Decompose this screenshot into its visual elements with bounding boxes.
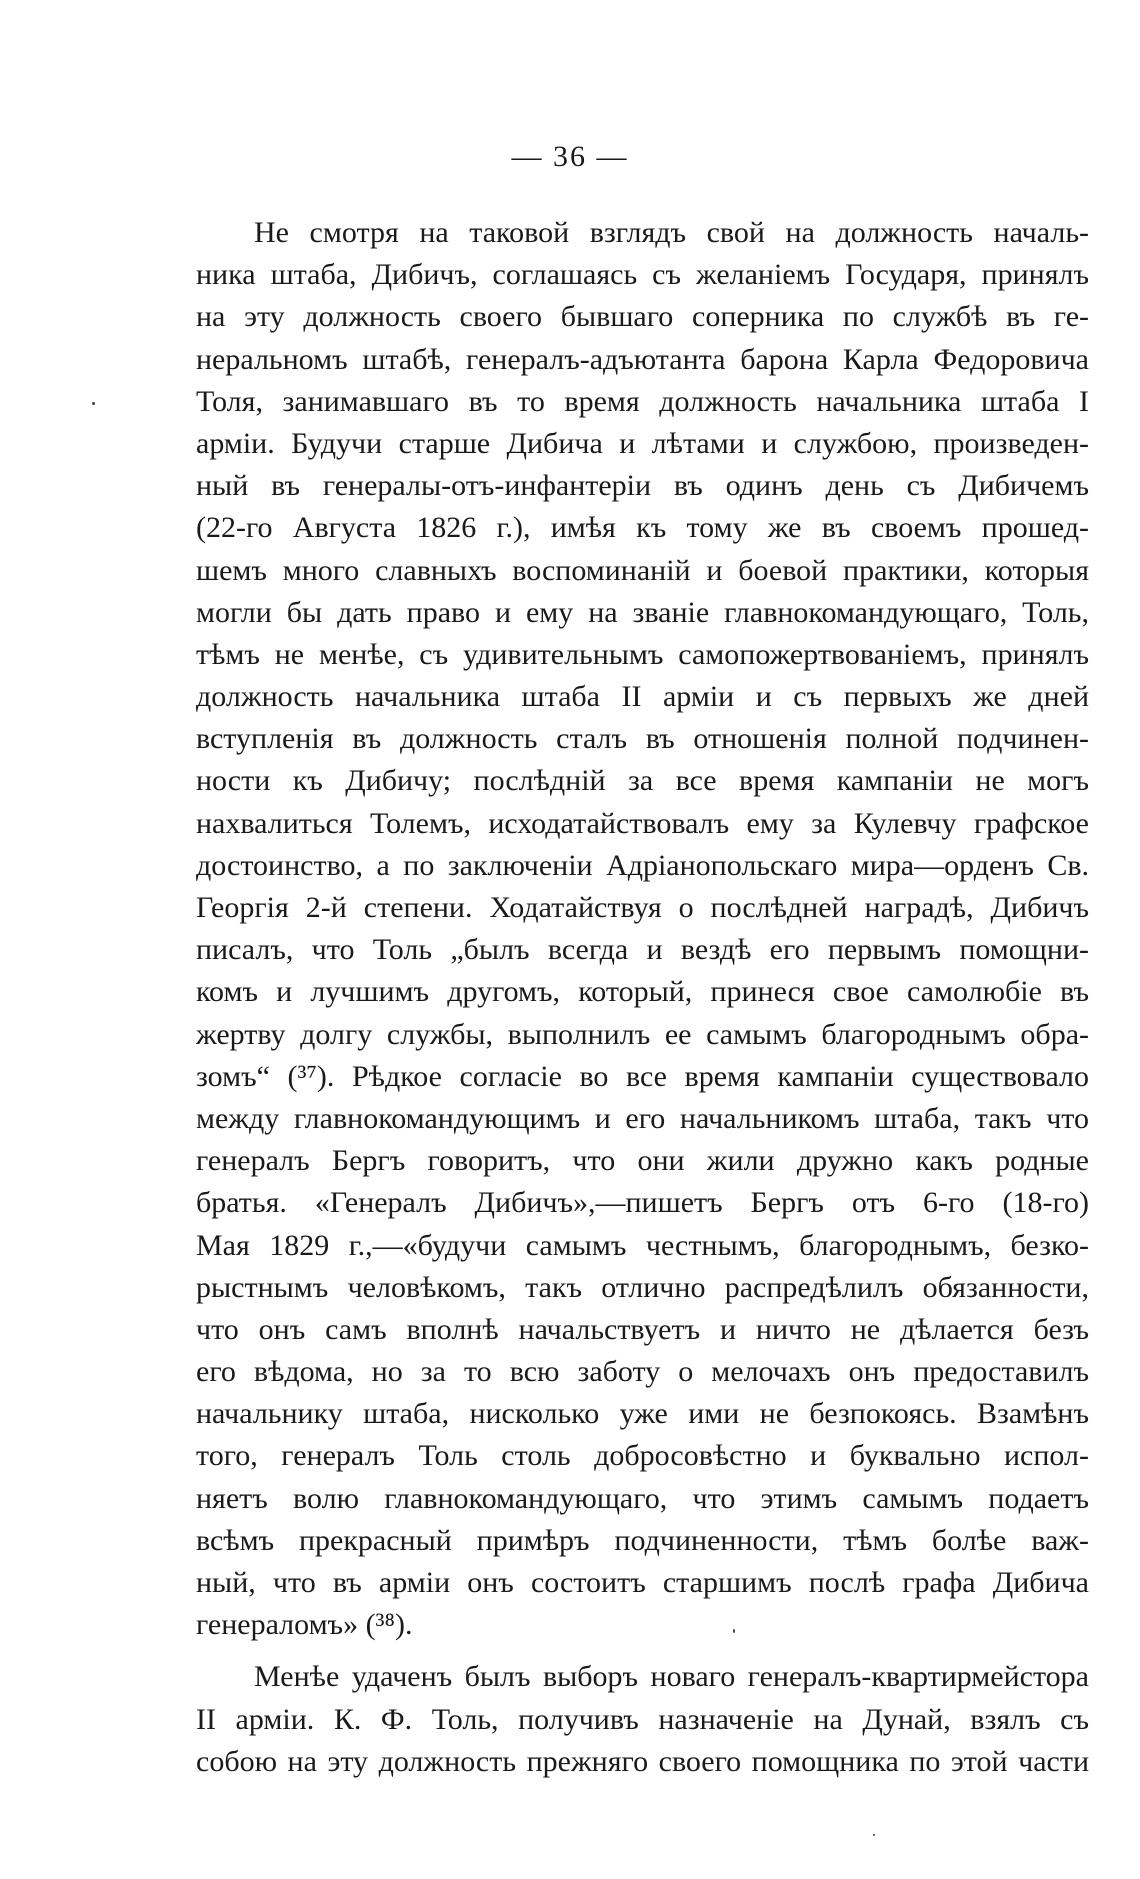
text-line: ный, что въ арміи онъ состоитъ старшимъ послѣ графа Дибича <box>196 1566 1089 1599</box>
text-line: Не смотря на таковой взглядъ свой на должность началь- <box>254 216 1089 249</box>
text-line: вступленія въ должность сталъ въ отношенія полной подчинен- <box>196 722 1089 756</box>
text-line: должность начальника штаба II арміи и съ первыхъ же дней <box>196 680 1089 714</box>
text-line: ный въ генералы-отъ-инфантеріи въ одинъ день съ Дибичемъ <box>196 469 1089 503</box>
paragraph-1 <box>196 212 1089 1646</box>
text-line: начальнику штаба, нисколько уже ими не безпокоясь. Взамѣнъ <box>196 1397 1089 1431</box>
text-line: его вѣдома, но за то всю заботу о мелочахъ онъ предоставилъ <box>196 1355 1089 1389</box>
text-line: рыстнымъ человѣкомъ, такъ отлично распредѣлилъ обязанности, <box>196 1270 1089 1304</box>
text-line: неральномъ штабѣ, генералъ-адъютанта барона Карла Федоровича <box>196 342 1089 376</box>
text-line: (22-го Августа 1826 г.), имѣя къ тому же въ своемъ прошед- <box>196 511 1089 545</box>
text-line: могли бы дать право и ему на званіе главнокомандующаго, Толь, <box>196 595 1089 629</box>
text-line: братья. «Генералъ Дибичъ»,—пишетъ Бергъ отъ 6-го (18-го) <box>196 1186 1089 1220</box>
text-line: генералъ Бергъ говоритъ, что они жили дружно какъ родные <box>196 1144 1089 1178</box>
text-line: арміи. Будучи старше Дибича и лѣтами и службою, произведен- <box>196 426 1089 460</box>
text-line: Толя, занимавшаго въ то время должность начальника штаба I <box>196 384 1089 418</box>
text-line: ника штаба, Дибичъ, соглашаясь съ желаніемъ Государя, принялъ <box>196 258 1089 292</box>
text-line: того, генералъ Толь столь добросовѣстно и буквально испол- <box>196 1439 1089 1473</box>
body-text <box>196 212 1089 1783</box>
text-line: няетъ волю главнокомандующаго, что этимъ самымъ подаетъ <box>196 1481 1089 1515</box>
text-line: всѣмъ прекрасный примѣръ подчиненности, тѣмъ болѣе важ- <box>196 1523 1089 1557</box>
scan-speck <box>92 402 95 405</box>
text-line: шемъ много славныхъ воспоминаній и боевой практики, которыя <box>196 553 1089 587</box>
page-number: — 36 — <box>511 140 629 173</box>
scan-speck <box>733 1629 735 1633</box>
text-line: Менѣе удаченъ былъ выборъ новаго генералъ-квартирмейстора <box>254 1660 1089 1694</box>
text-line: генераломъ» (³⁸). <box>196 1608 413 1642</box>
text-line: писалъ, что Толь „былъ всегда и вездѣ его первымъ помощни- <box>196 933 1089 967</box>
text-line: достоинство, а по заключеніи Адріанопольскаго мира—орденъ Св. <box>196 848 1089 882</box>
text-line: тѣмъ не менѣе, съ удивительнымъ самопожертвованіемъ, принялъ <box>196 637 1089 671</box>
text-line: II арміи. К. Ф. Толь, получивъ назначеніе на Дунай, взялъ съ <box>196 1702 1089 1736</box>
scan-speck <box>873 1834 875 1836</box>
text-line: нахвалиться Толемъ, исходатайствовалъ ему за Кулевчу графское <box>196 806 1089 840</box>
paragraph-2 <box>196 1656 1089 1783</box>
text-line: жертву долгу службы, выполнилъ ее самымъ благороднымъ обра- <box>196 1017 1089 1051</box>
text-line: собою на эту должность прежняго своего помощника по этой части <box>196 1744 1089 1778</box>
text-line: на эту должность своего бывшаго соперника по службѣ въ ге- <box>196 300 1089 334</box>
text-line: ности къ Дибичу; послѣдній за все время кампаніи не могъ <box>196 764 1089 798</box>
text-line: между главнокомандующимъ и его начальникомъ штаба, такъ что <box>196 1101 1089 1135</box>
text-line: зомъ“ (³⁷). Рѣдкое согласіе во все время кампаніи существовало <box>196 1059 1089 1093</box>
text-line: комъ и лучшимъ другомъ, который, принеся свое самолюбіе въ <box>196 975 1089 1009</box>
text-line: Георгія 2-й степени. Ходатайствуя о послѣдней наградѣ, Дибичъ <box>196 891 1089 924</box>
text-line: что онъ самъ вполнѣ начальствуетъ и ничто не дѣлается безъ <box>196 1312 1089 1346</box>
text-line: Мая 1829 г.,—«будучи самымъ честнымъ, благороднымъ, безко- <box>196 1228 1089 1262</box>
